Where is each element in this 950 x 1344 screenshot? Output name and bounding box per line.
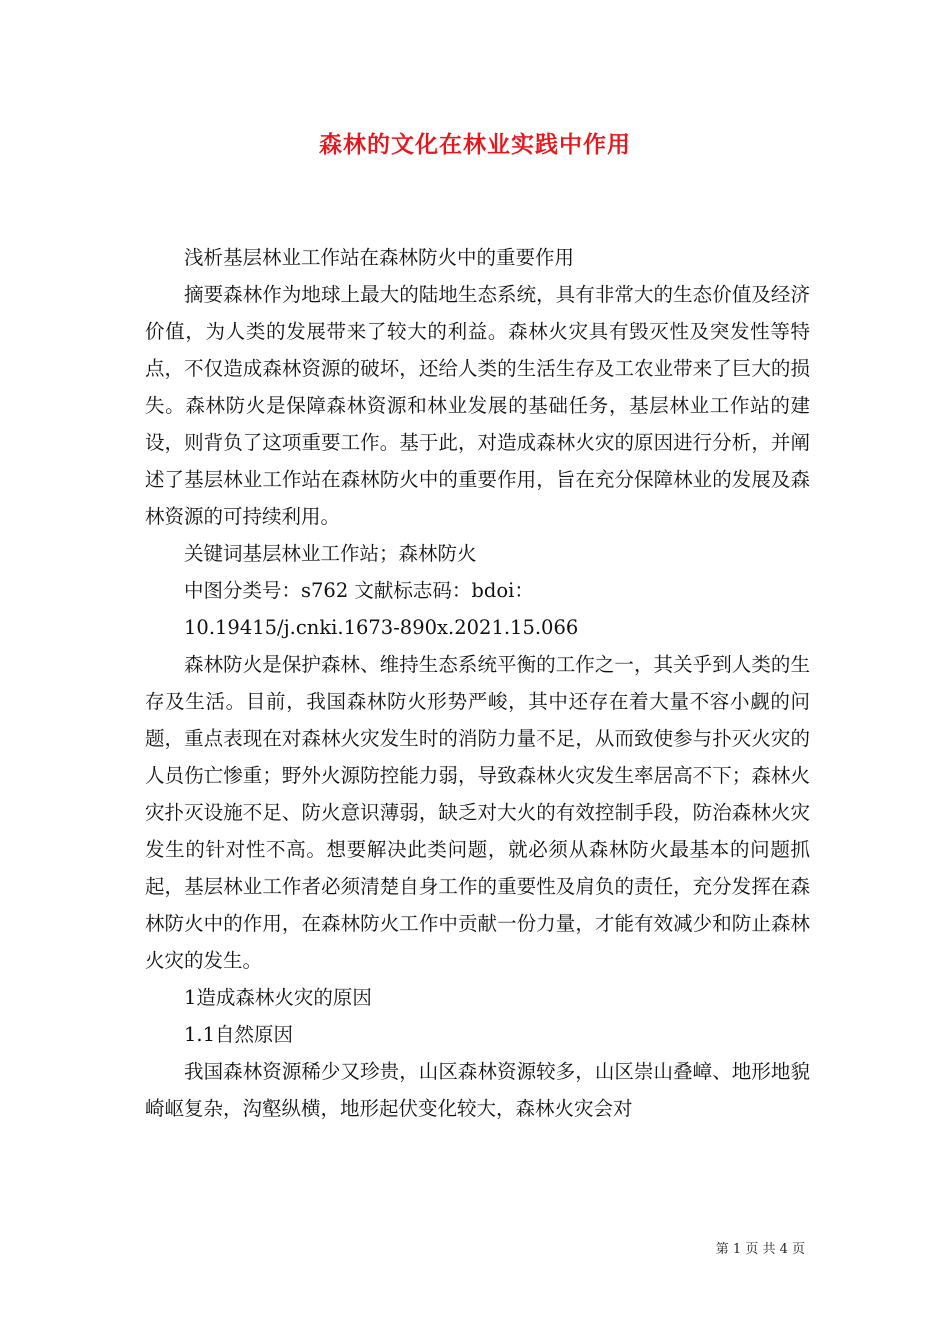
- heading-section-1: 1造成森林火灾的原因: [184, 986, 372, 1009]
- paragraph-intro: 森林防火是保护森林、维持生态系统平衡的工作之一，其关乎到人类的生存及生活。目前，我国森林防火形势严峻，其中还存在着大量不容小觑的问题，重点表现在对森林火灾发生时的消防力量不足，从而致使参与扑灭火灾的人员伤亡惨重；野外火源防控能力弱，导致森林火灾发生率居高不下；森林火灾扑灭设施不足、防火意识薄弱，缺乏对大火的有效控制手段，防治森林火灾发生的针对性不高。想要解决此类问题，就必须从森林防火最基本的问题抓起，基层林业工作者必须清楚自身工作的重要性及肩负的责任，充分发挥在森林防火中的作用，在森林防火工作中贡献一份力量，才能有效减少和防止森林火灾的发生。: [145, 653, 810, 972]
- paragraph-abstract: 摘要森林作为地球上最大的陆地生态系统，具有非常大的生态价值及经济价值，为人类的发展带来了较大的利益。森林火灾具有毁灭性及突发性等特点，不仅造成森林资源的破坏，还给人类的生活生存及工农业带来了巨大的损失。森林防火是保障森林资源和林业发展的基础任务，基层林业工作站的建设，则背负了这项重要工作。基于此，对造成森林火灾的原因进行分析，并阐述了基层林业工作站在森林防火中的重要作用，旨在充分保障林业的发展及森林资源的可持续利用。: [145, 283, 810, 528]
- paragraph-natural-causes: 我国森林资源稀少又珍贵，山区森林资源较多，山区崇山叠嶂、地形地貌崎岖复杂，沟壑纵横，地形起伏变化较大，森林火灾会对: [145, 1060, 810, 1120]
- paragraph-doi: 10.19415/j.cnki.1673-890x.2021.15.066: [184, 616, 579, 639]
- document-body: [145, 239, 810, 1127]
- page-number: 第 1 页 共 4 页: [715, 1242, 805, 1257]
- document-title: 森林的文化在林业实践中作用: [319, 131, 631, 158]
- paragraph-classification: 中图分类号：s762 文献标志码：bdoi：: [184, 579, 534, 602]
- paragraph-keywords: 关键词基层林业工作站；森林防火: [184, 542, 477, 565]
- paragraph-subtitle: 浅析基层林业工作站在森林防火中的重要作用: [184, 246, 575, 269]
- heading-section-1-1: 1.1自然原因: [184, 1023, 294, 1046]
